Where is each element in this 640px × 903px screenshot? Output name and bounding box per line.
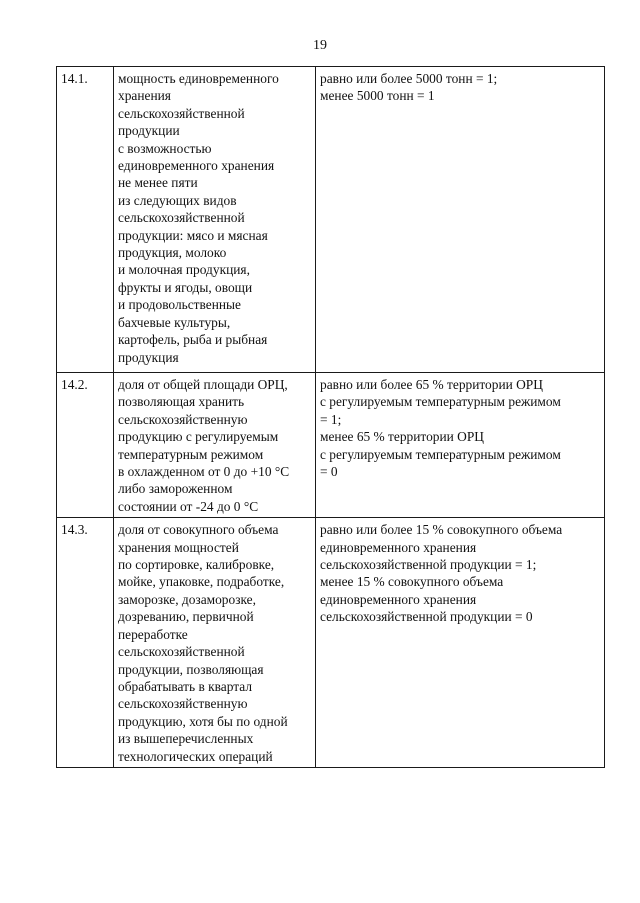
text-line: продукцию, хотя бы по одной	[118, 713, 288, 729]
text-line: с возможностью	[118, 140, 212, 156]
text-line: температурным режимом	[118, 446, 264, 462]
text-line: сельскохозяйственной	[118, 105, 245, 121]
table-row	[57, 67, 605, 373]
text-line: продукции: мясо и мясная	[118, 227, 268, 243]
text-line: доля от совокупного объема	[118, 522, 279, 538]
text-line: продукция, молоко	[118, 245, 227, 261]
criterion-value	[316, 518, 605, 768]
text-line: картофель, рыба и рыбная	[118, 332, 268, 348]
text-line: равно или более 65 % территории ОРЦ	[320, 377, 543, 392]
text-line: фрукты и ягоды, овощи	[118, 279, 253, 295]
text-line: хранения	[118, 88, 171, 104]
text-line: из следующих видов	[118, 192, 237, 208]
criterion-value	[316, 373, 605, 518]
text-line: единовременного хранения	[320, 591, 477, 607]
item-number: 14.1.	[57, 67, 114, 373]
text-line: из вышеперечисленных	[118, 731, 254, 747]
text-line: мойке, упаковке, подработке,	[118, 574, 285, 590]
text-line: и молочная продукция,	[118, 262, 250, 278]
text-line: состоянии от -24 до 0 °С	[118, 498, 259, 514]
text-line: в охлажденном от 0 до +10 °С	[118, 464, 290, 480]
text-line: равно или более 5000 тонн = 1;	[320, 71, 498, 86]
text-line: продукция	[118, 349, 179, 365]
text-line: хранения мощностей	[118, 539, 239, 555]
text-line: по сортировке, калибровке,	[118, 557, 275, 573]
text-line: сельскохозяйственной	[118, 644, 245, 660]
table-row	[57, 518, 605, 768]
criteria-table	[56, 66, 605, 768]
text-line: доля от общей площади ОРЦ,	[118, 377, 288, 392]
text-line: мощность единовременного	[118, 71, 279, 86]
text-line: не менее пяти	[118, 175, 198, 191]
text-line: = 0	[320, 464, 338, 480]
text-line: менее 65 % территории ОРЦ	[320, 429, 484, 445]
criterion-description	[114, 518, 316, 768]
text-line: переработке	[118, 626, 188, 642]
text-line: продукции	[118, 123, 180, 139]
text-line: сельскохозяйственной	[118, 210, 245, 226]
item-number: 14.3.	[57, 518, 114, 768]
text-line: единовременного хранения	[118, 158, 275, 174]
text-line: позволяющая хранить	[118, 394, 245, 410]
table-row	[57, 373, 605, 518]
text-line: сельскохозяйственную	[118, 411, 248, 427]
page-number: 19	[313, 38, 327, 53]
text-line: заморозке, дозаморозке,	[118, 591, 256, 607]
text-line: технологических операций	[118, 748, 273, 764]
text-line: дозреванию, первичной	[118, 609, 254, 625]
criterion-description	[114, 67, 316, 373]
text-line: бахчевые культуры,	[118, 314, 231, 330]
text-line: сельскохозяйственной продукции = 0	[320, 609, 533, 625]
text-line: = 1;	[320, 411, 342, 427]
text-line: менее 5000 тонн = 1	[320, 88, 435, 104]
text-line: менее 15 % совокупного объема	[320, 574, 504, 590]
text-line: продукции, позволяющая	[118, 661, 264, 677]
text-line: продукцию с регулируемым	[118, 429, 279, 445]
text-line: и продовольственные	[118, 297, 241, 313]
text-line: либо замороженном	[118, 481, 233, 497]
text-line: единовременного хранения	[320, 539, 477, 555]
text-line: равно или более 15 % совокупного объема	[320, 522, 563, 538]
text-line: сельскохозяйственную	[118, 696, 248, 712]
criterion-value	[316, 67, 605, 373]
text-line: сельскохозяйственной продукции = 1;	[320, 557, 537, 573]
item-number: 14.2.	[57, 373, 114, 518]
text-line: с регулируемым температурным режимом	[320, 394, 561, 410]
text-line: обрабатывать в квартал	[118, 678, 252, 694]
criterion-description	[114, 373, 316, 518]
text-line: с регулируемым температурным режимом	[320, 446, 561, 462]
